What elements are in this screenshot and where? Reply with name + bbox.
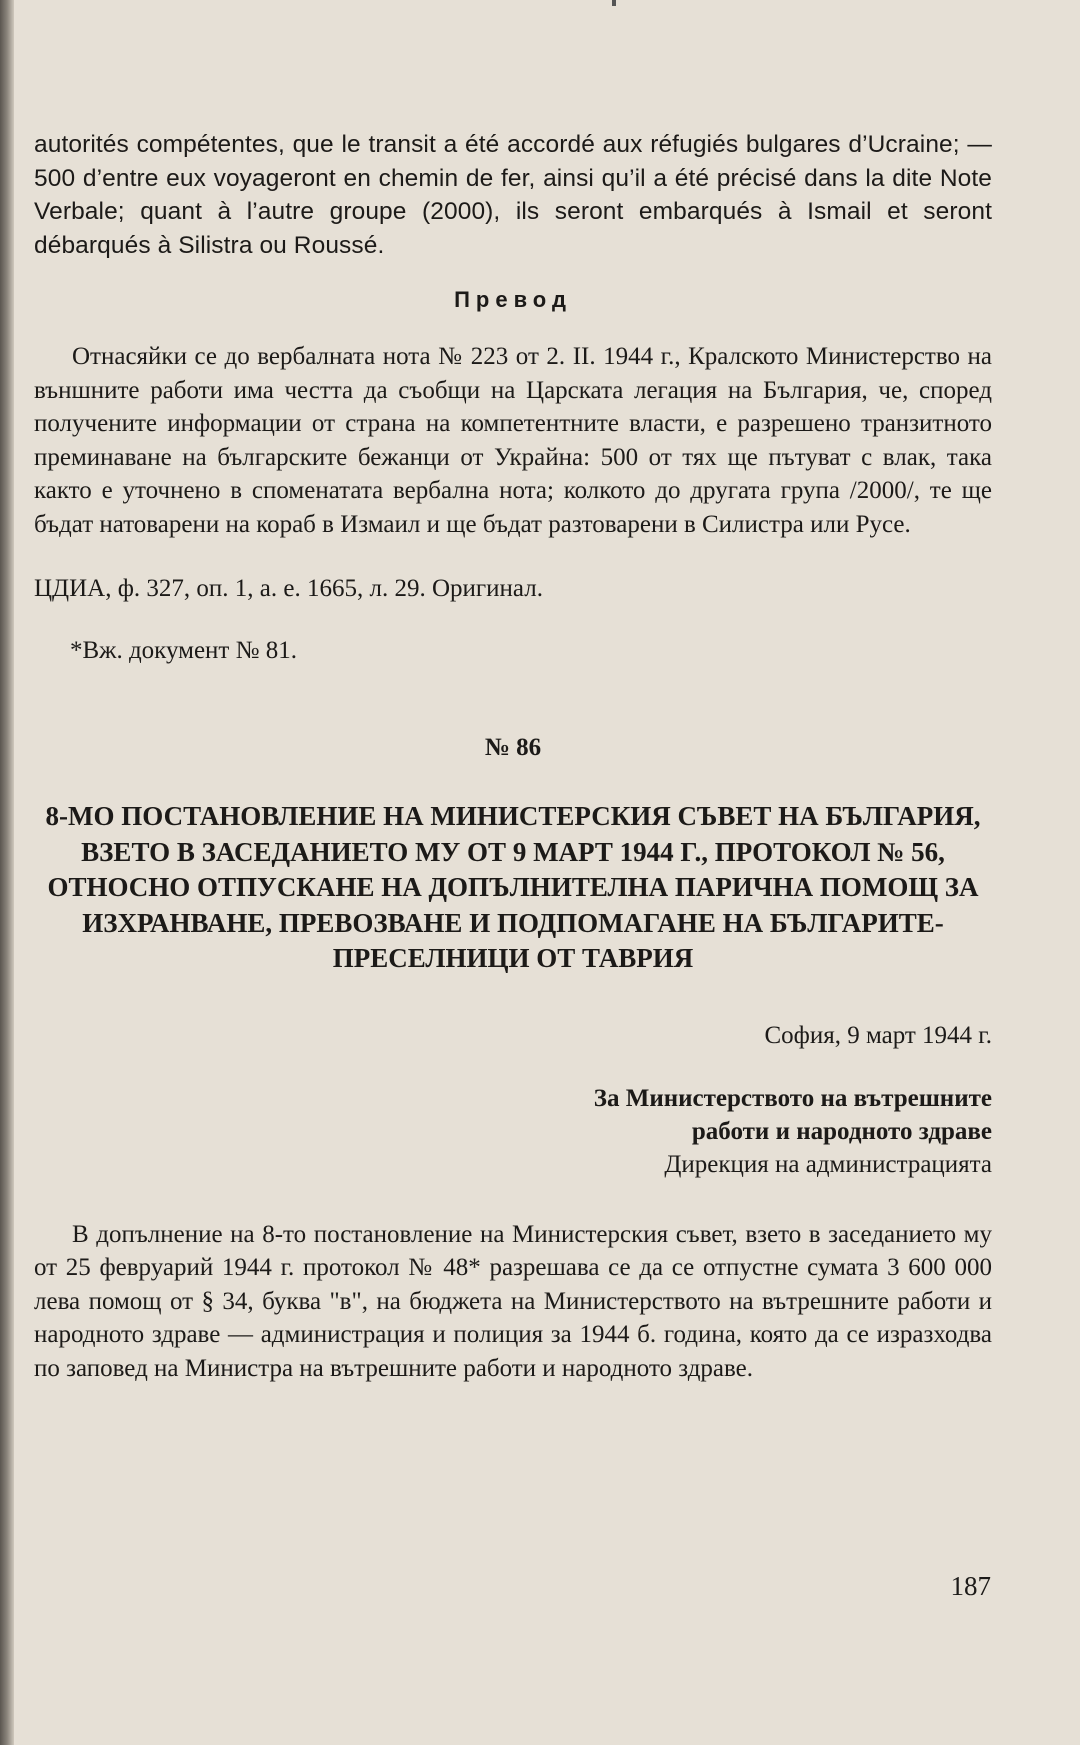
addressee-line-1: За Министерството на вътрешните xyxy=(593,1084,992,1112)
translation-paragraph: Отнасяйки се до вербалната нота № 223 от 2. II. 1944 г., Кралското Министерство на външните работи има честта да съобщи на Царската легация на България, че, според получените информации от страна на компетентните власти, е разрешено транзитното преминаване на българските бежанци от Украйна: 500 от тях ще пътуват с влак, така както е уточнено в споменатата вербална нота; колкото до другата група /2000/, те ще бъдат натоварени на кораб в Измаил и ще бъдат разтоварени в Силистра или Русе. xyxy=(34,343,992,538)
addressee-block xyxy=(34,1082,992,1181)
french-paragraph: autorités compétentes, que le transit a été accordé aux réfugiés bulgares d’Ucraine; — 500 d’entre eux voyageront en chemin de fer, ainsi qu’il a été précisé dans la dite Note Verbale; quant à l’autre groupe (2000), ils seront embarqués à Ismail et seront débarqués à Silistra ou Roussé. xyxy=(34,131,992,259)
footnote: *Вж. документ № 81. xyxy=(70,637,297,664)
place-date: София, 9 март 1944 г. xyxy=(764,1021,992,1049)
document-number: № 86 xyxy=(484,734,542,761)
archive-reference: ЦДИА, ф. 327, оп. 1, а. е. 1665, л. 29. Оригинал. xyxy=(34,575,543,602)
translation-heading: Превод xyxy=(454,287,572,312)
body-paragraph: В допълнение на 8-то постановление на Министерския съвет, взето в заседанието му от 25 февруарий 1944 г. протокол № 48* разрешава се да се отпустне сумата 3 600 000 лева помощ от § 34, буква "в", на бюджета на Министерството на вътрешните работи и народното здраве — администрация и полиция за 1944 б. година, която да се изразходва по заповед на Министра на вътрешните работи и народното здраве. xyxy=(34,1220,992,1382)
page-top-mark xyxy=(612,0,616,6)
addressee-line-2: работи и народното здраве xyxy=(691,1117,992,1145)
page-number: 187 xyxy=(950,1571,991,1601)
document-title: 8-МО ПОСТАНОВЛЕНИЕ НА МИНИСТЕРСКИЯ СЪВЕТ НА БЪЛГАРИЯ, ВЗЕТО В ЗАСЕДАНИЕТО МУ ОТ 9 МАРТ 1944 Г., ПРОТОКОЛ № 56, ОТНОСНО ОТПУСКАНЕ НА ДОПЪЛНИТЕЛНА ПАРИЧНА ПОМОЩ ЗА ИЗХРАНВАНЕ, ПРЕВОЗВАНЕ И ПОДПОМАГАНЕ НА БЪЛГАРИТЕ-ПРЕСЕЛНИЦИ ОТ ТАВРИЯ xyxy=(45,801,981,973)
book-spine-shadow xyxy=(0,0,14,1745)
document-page xyxy=(34,128,992,1385)
addressee-line-3: Дирекция на администрацията xyxy=(664,1150,992,1178)
